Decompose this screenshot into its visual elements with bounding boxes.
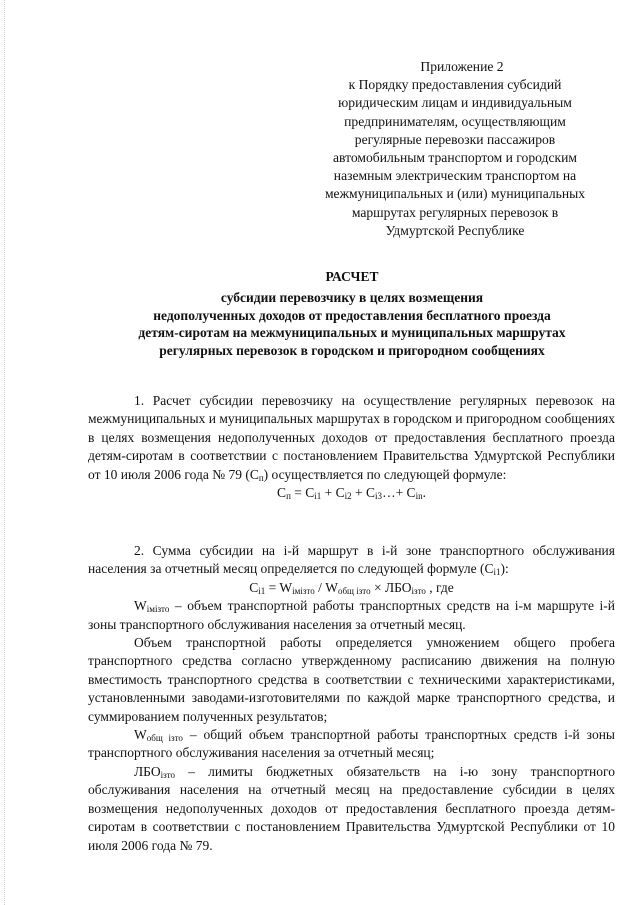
heading-line: детям-сиротам на межмуниципальных и муниципальных маршрутах: [138, 325, 566, 341]
heading-title: РАСЧЕТ: [325, 269, 379, 284]
appendix-line: регулярные перевозки пассажиров: [354, 131, 556, 147]
heading-line: недополученных доходов от предоставления бесплатного проезда: [153, 307, 551, 323]
section-1-tail: ) осуществляется по следующей формуле:: [263, 466, 507, 482]
section-1: [88, 392, 615, 502]
definition-w-total: $W_{общ iзто}$ – общий объем транспортной работы транспортных средств i-й зоны транспортного обслуживания населения за отчетный месяц;: [88, 727, 615, 761]
appendix-line: наземным электрическим транспортом на: [333, 168, 577, 184]
appendix-line: автомобильным транспортом и городским: [333, 150, 577, 166]
appendix-line: маршрутах регулярных перевозок в: [351, 204, 559, 220]
appendix-title: Приложение 2: [420, 59, 504, 74]
appendix-block: [300, 58, 610, 240]
subscript: п: [258, 472, 264, 483]
section-2: [88, 542, 615, 855]
section-2-text: 2. Сумма субсидии на i-й маршрут в i-й зоне транспортного обслуживания населения за отчетный месяц определяется по следующей формуле (C: [88, 543, 615, 577]
scan-edge: [4, 0, 6, 905]
heading-line: регулярных перевозок в городском и пригородном сообщениях: [159, 342, 545, 358]
appendix-line: межмуниципальных и (или) муниципальных: [324, 186, 586, 202]
document-heading: [88, 268, 616, 359]
section-2-tail: ):: [500, 561, 509, 577]
definition-volume: Объем транспортной работы определяется умножением общего пробега транспортного средства согласно утвержденному расписанию движения на полную вместимость транспортного средства в соответствии с техническими характеристиками, установленными заводами-изготовителями по каждой марке транспортного средства, и суммированием полученных результатов;: [88, 635, 615, 724]
appendix-line: юридическим лицам и индивидуальным: [338, 95, 572, 111]
appendix-line: Удмуртской Республике: [385, 222, 525, 238]
appendix-line: к Порядку предоставления субсидий: [348, 77, 562, 93]
subscript: i1: [493, 567, 501, 578]
definition-lbo: $ЛБО_{iзто}$ – лимиты бюджетных обязательств на i-ю зону транспортного обслуживания населения на отчетный месяц на предоставление субсидии в целях возмещения недополученных доходов от предоставления бесплатного проезда детям-сиротам в соответствии с постановлением Правительства Удмуртской Республики от 10 июля 2006 года № 79.: [88, 763, 615, 853]
section-2-paragraph: [88, 542, 615, 579]
formula-route: $C_{i1} = W_{iмiзто} / W_{общ iзто} \times ЛБО_{iзто}$ , где: [249, 579, 454, 596]
formula-total: $C_п = C_{i1} + C_{i2}$ + $C_{i3}\dots+ C_{in}$.: [277, 485, 426, 502]
appendix-line: предпринимателям, осуществляющим: [344, 113, 566, 129]
section-1-paragraph: [88, 392, 615, 484]
definition-w-route: $W_{iмiзто}$ – объем транспортной работы транспортных средств на i-м маршруте i-й зоны транспортного обслуживания населения за отчетный месяц.: [88, 598, 615, 632]
section-1-text: 1. Расчет субсидии перевозчику на осуществление регулярных перевозок на межмуниципальных и муниципальных маршрутах в городском и пригородном сообщениях в целях возмещения недополученных доходов от предоставления бесплатного проезда детям-сиротам в соответствии с постановлением Правительства Удмуртской Республики от 10 июля 2006 года № 79 (C: [88, 393, 615, 482]
heading-line: субсидии перевозчику в целях возмещения: [220, 290, 484, 306]
